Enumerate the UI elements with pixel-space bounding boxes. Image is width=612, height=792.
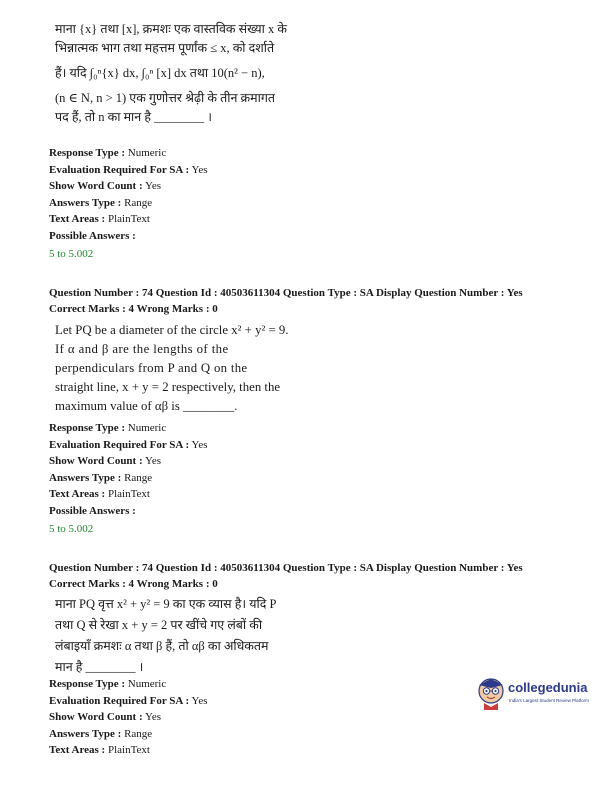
meta-value: Numeric	[127, 422, 167, 434]
question-line: हैं। यदि ∫₀ⁿ{x} dx, ∫₀ⁿ [x] dx तथा 10(n² − n),	[55, 66, 265, 80]
meta-label: Response Type :	[49, 678, 125, 690]
meta-value: Yes	[144, 180, 161, 192]
meta-label: Response Type :	[49, 147, 125, 159]
meta-value: Numeric	[127, 678, 167, 690]
question-line: तथा Q से रेखा x + y = 2 पर खींचे गए लंबों की	[55, 618, 263, 632]
meta-label: Evaluation Required For SA :	[49, 438, 190, 451]
question-line: मान है ________ ।	[55, 660, 144, 674]
meta-row	[49, 178, 589, 195]
meta-value: Yes	[191, 163, 208, 176]
meta-label: Text Areas :	[49, 488, 106, 500]
possible-answer: 5 to 5.002	[49, 248, 94, 260]
logo-tagline: India's Largest Student Review Platform	[509, 698, 589, 703]
meta-row	[49, 503, 589, 520]
meta-label: Answers Type :	[49, 727, 122, 740]
meta-label: Evaluation Required For SA :	[49, 694, 190, 707]
question-header: Question Number : 74 Question Id : 40503611304 Question Type : SA Display Question Number : Yes	[49, 562, 523, 574]
question-line: लंबाइयाँ क्रमशः α तथा β हैं, तो αβ का अधिकतम	[55, 639, 269, 653]
marks-line: Correct Marks : 4 Wrong Marks : 0	[49, 578, 218, 590]
question-line: पद हैं, तो n का मान है ________ ।	[55, 110, 212, 124]
meta-row	[49, 470, 589, 487]
meta-value: PlainText	[107, 213, 150, 225]
meta-label: Possible Answers :	[49, 504, 136, 517]
meta-value: Yes	[144, 711, 161, 723]
meta-row	[49, 486, 589, 503]
meta-value: Range	[124, 727, 153, 740]
meta-row	[49, 726, 589, 743]
meta-label: Response Type :	[49, 422, 125, 434]
meta-label: Text Areas :	[49, 744, 106, 756]
meta-row	[49, 211, 589, 228]
meta-row	[49, 453, 589, 470]
question-header-3	[49, 560, 589, 592]
question-line: भिन्नात्मक भाग तथा महत्तम पूर्णांक ≤ x, को दर्शाते	[55, 41, 275, 55]
question-header-2	[49, 285, 589, 317]
meta-value: PlainText	[107, 488, 150, 500]
question-line: माना {x} तथा [x], क्रमशः एक वास्तविक संख्या x के	[55, 22, 287, 36]
meta-value: Yes	[191, 694, 208, 707]
student-mascot-icon	[476, 676, 506, 710]
question-text-hindi-3	[55, 595, 305, 677]
question-line: If α and β are the lengths of the	[55, 342, 229, 356]
meta-value: Numeric	[127, 147, 167, 159]
meta-label: Show Word Count :	[49, 455, 143, 467]
meta-label: Evaluation Required For SA :	[49, 163, 190, 176]
meta-row	[49, 742, 589, 759]
question-meta-2	[49, 420, 589, 538]
question-line: Let PQ be a diameter of the circle x² + y² = 9.	[55, 323, 289, 337]
question-line: maximum value of αβ is ________.	[55, 399, 238, 413]
meta-label: Answers Type :	[49, 196, 122, 209]
marks-line: Correct Marks : 4 Wrong Marks : 0	[49, 303, 218, 315]
meta-value: Range	[124, 471, 153, 484]
logo-wordmark: collegedunia	[508, 680, 588, 695]
question-line: (n ∈ N, n > 1) एक गुणोत्तर श्रेढ़ी के तीन क्रमागत	[55, 91, 275, 105]
question-header: Question Number : 74 Question Id : 40503611304 Question Type : SA Display Question Number : Yes	[49, 287, 523, 299]
meta-row	[49, 145, 589, 162]
question-text-english-2	[55, 321, 295, 416]
question-line: straight line, x + y = 2 respectively, then the	[55, 380, 281, 394]
question-line: माना PQ वृत्त x² + y² = 9 का एक व्यास है। यदि P	[55, 597, 277, 611]
question-line: perpendiculars from P and Q on the	[55, 361, 248, 375]
meta-row	[49, 437, 589, 454]
meta-value: Yes	[144, 455, 161, 467]
meta-label: Possible Answers :	[49, 229, 136, 242]
meta-label: Show Word Count :	[49, 180, 143, 192]
meta-value: Yes	[191, 438, 208, 451]
possible-answer: 5 to 5.002	[49, 523, 94, 535]
meta-label: Answers Type :	[49, 471, 122, 484]
meta-row	[49, 228, 589, 245]
meta-row	[49, 420, 589, 437]
meta-value: Range	[124, 196, 153, 209]
meta-label: Show Word Count :	[49, 711, 143, 723]
meta-row	[49, 195, 589, 212]
meta-label: Text Areas :	[49, 213, 106, 225]
meta-row	[49, 162, 589, 179]
meta-value: PlainText	[107, 744, 150, 756]
question-meta-1	[49, 145, 589, 263]
question-text-hindi-1	[55, 20, 305, 127]
collegedunia-logo	[476, 676, 600, 712]
